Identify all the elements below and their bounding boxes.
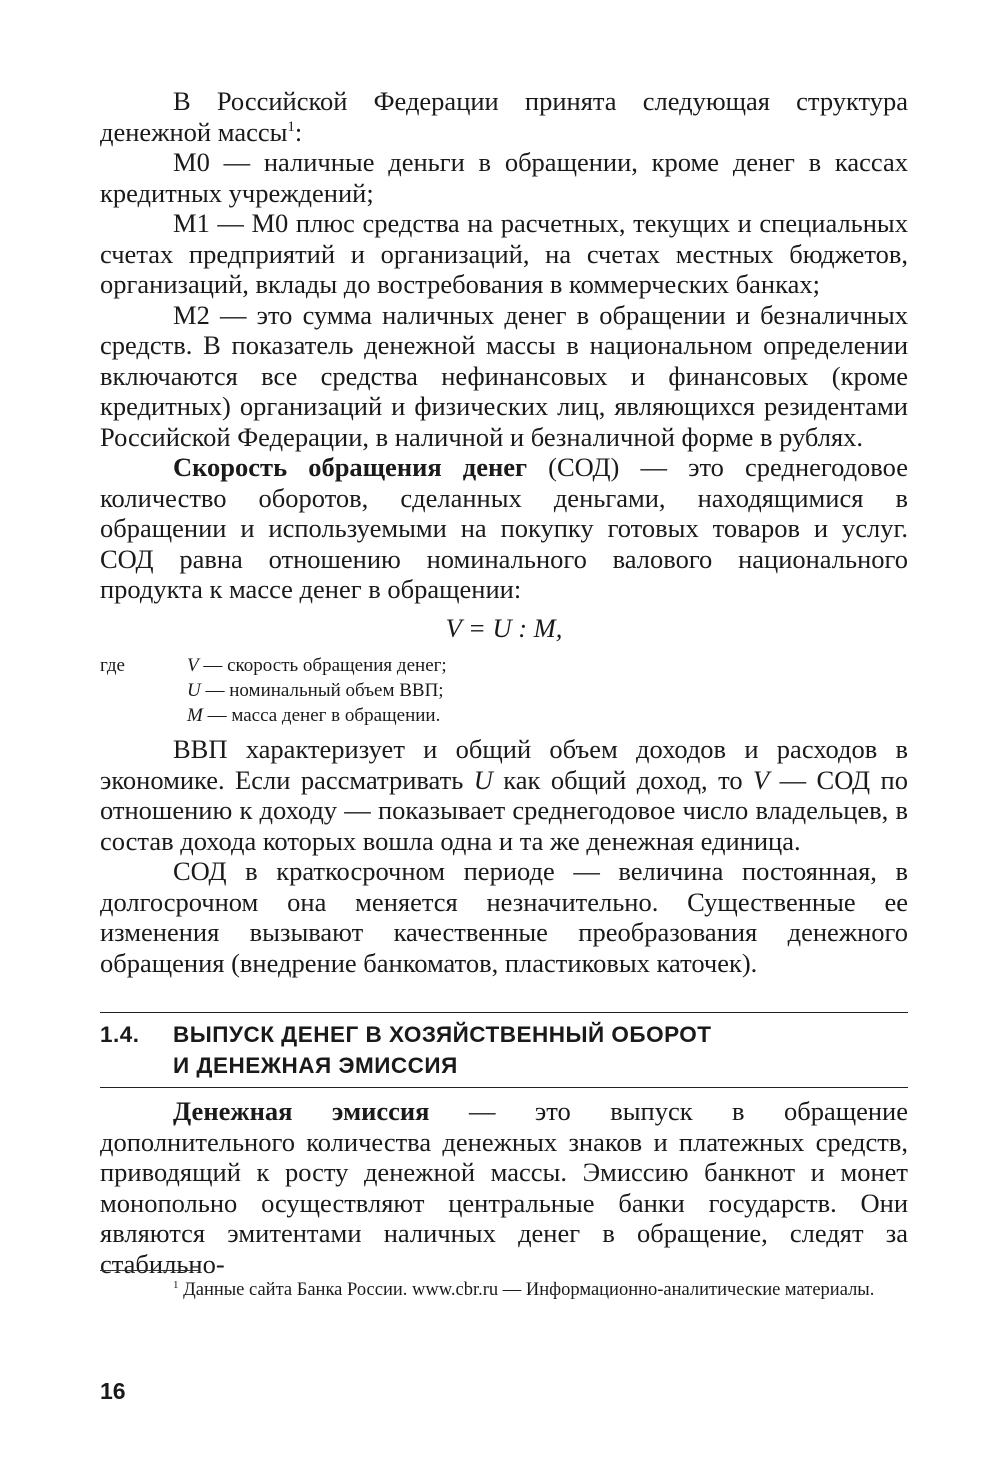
footnote: $^1$ Данные сайта Банка России. www.cbr.ru — Информационно-аналитические материалы. — [173, 1278, 875, 1300]
paragraph-short-term: СОД в краткосрочном периоде — величина постоянная, в долгосрочном она меняется незначительно. Существенные ее изменения вызывают качественные преобразования денежного обращения (внедрение банкоматов, пластиковых каточек). — [100, 856, 908, 978]
footnote-mark: 1 — [173, 1278, 179, 1291]
page-number: 16 — [100, 1378, 126, 1404]
term-sod: Скорость обращения денег — [173, 452, 528, 482]
main-text — [100, 86, 908, 978]
section-heading — [100, 1012, 908, 1088]
footnote-divider — [100, 1270, 200, 1271]
section-number: 1.4. — [100, 1022, 140, 1047]
term-emission: Денежная эмиссия — [173, 1096, 430, 1126]
paragraph-intro: В Российской Федерации принята следующая структура денежной массы$^1$: — [100, 86, 908, 147]
definition-row: U — номинальный объем ВВП; — [187, 680, 444, 701]
definitions-lead: где — [100, 655, 125, 676]
formula-definitions — [100, 653, 908, 728]
paragraph-m2: М2 — это сумма наличных денег в обращении и безналичных средств. В показатель денежной массы в национальном определении включаются все средства нефинансовых и финансовых (кроме кредитных) организаций и физических лиц, являющихся резидентами Российской Федерации, в наличной и безналичной форме в рублях. — [100, 299, 908, 452]
definition-row: M — масса денег в обращении. — [187, 705, 441, 726]
paragraph-m0: М0 — наличные деньги в обращении, кроме денег в кассах кредитных учреждений; — [100, 147, 908, 208]
section-title-line2: И ДЕНЕЖНАЯ ЭМИССИЯ — [173, 1053, 458, 1078]
definition-row: где V — скорость обращения денег; — [100, 655, 447, 676]
section-text — [100, 1096, 908, 1279]
paragraph-emission: Денежная эмиссия — это выпуск в обращение дополнительного количества денежных знаков и платежных средств, приводящий к росту денежной массы. Эмиссию банкнот и монет монопольно осуществляют центральные банки государств. Они являются эмитентами наличных денег в обращение, следят за стабильно- — [100, 1096, 908, 1279]
paragraph-gdp: ВВП характеризует и общий объем доходов и расходов в экономике. Если рассматривать U как общий доход, то V — СОД по отношению к доходу — показывает среднегодовое число владельцев, в состав дохода которых вошла одна и та же денежная единица. — [100, 734, 908, 856]
formula: V = U : M, — [445, 612, 563, 643]
paragraph-sod: Скорость обращения денег (СОД) — это среднегодовое количество оборотов, сделанных деньгами, находящимися в обращении и используемыми на покупку готовых товаров и услуг. СОД равна отношению номинального валового национального продукта к массе денег в обращении: — [100, 452, 908, 604]
footnote-ref: 1 — [287, 118, 295, 135]
section-title-line1: ВЫПУСК ДЕНЕГ В ХОЗЯЙСТВЕННЫЙ ОБОРОТ — [173, 1022, 712, 1047]
paragraph-m1: М1 — М0 плюс средства на расчетных, текущих и специальных счетах предприятий и организаций, на счетах местных бюджетов, организаций, вклады до востребования в коммерческих банках; — [100, 208, 908, 299]
